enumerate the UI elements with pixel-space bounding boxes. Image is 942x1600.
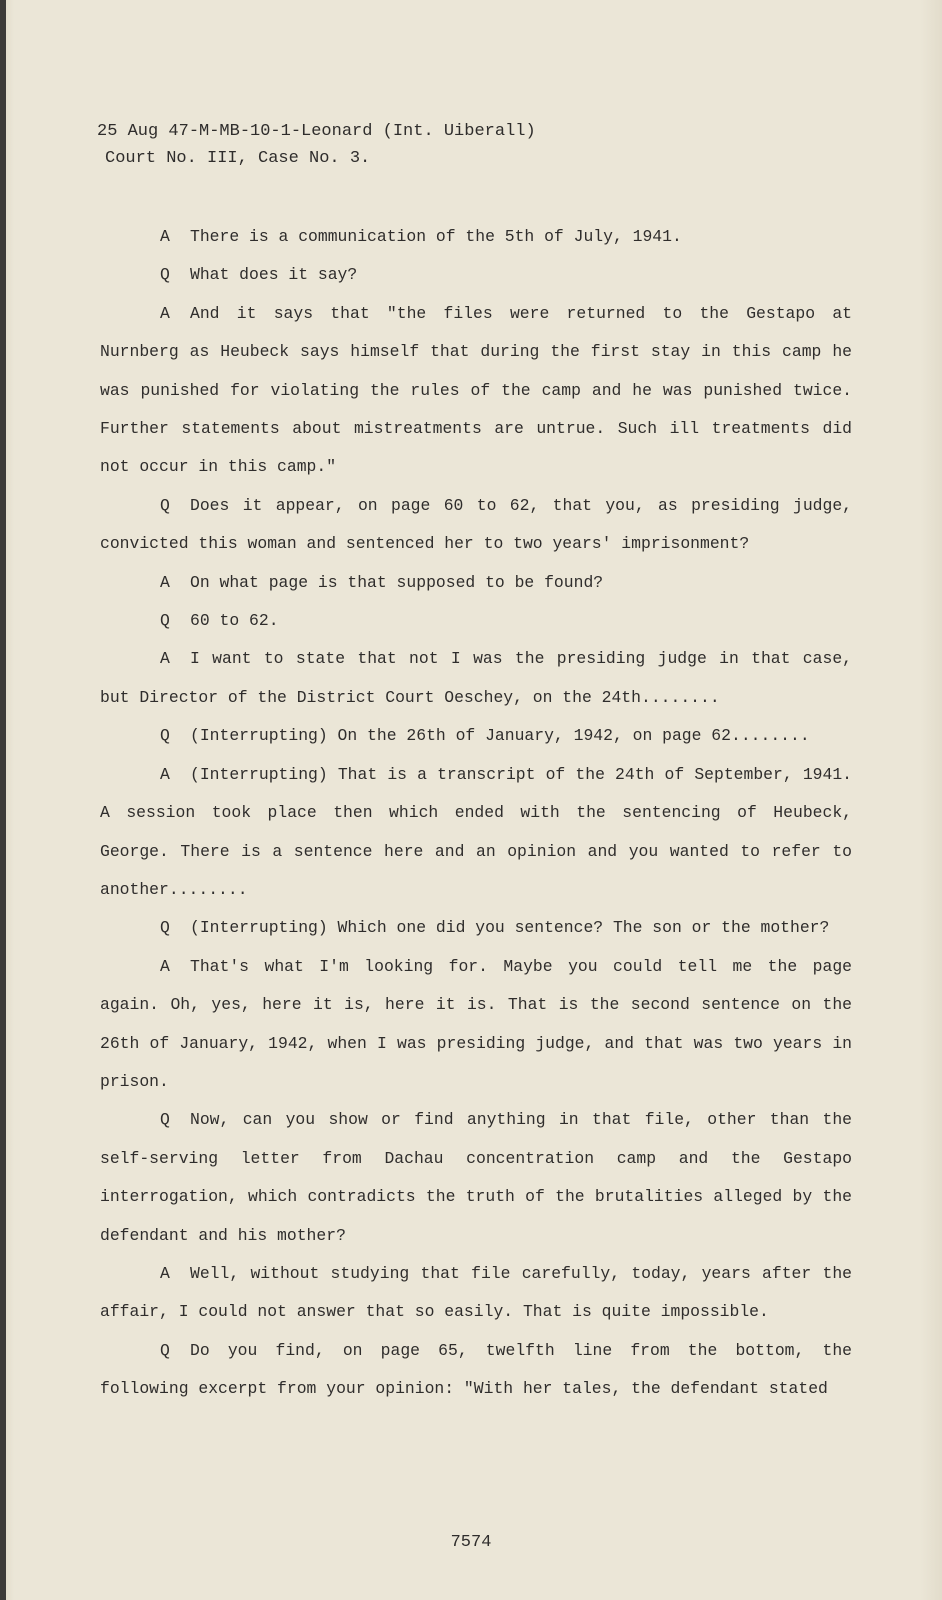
transcript-paragraph <box>100 256 852 294</box>
binding-edge <box>0 0 6 1600</box>
speaker-label: A <box>160 572 170 592</box>
paragraph-text: Well, without studying that file carefully, today, years after the affair, I could not answer that so easily. That is quite impossible. <box>100 1263 852 1322</box>
transcript-paragraph <box>100 487 852 564</box>
paragraph-text: That's what I'm looking for. Maybe you could tell me the page again. Oh, yes, here it is, here it is. That is the second sentence on the 26th of January, 1942, when I was presiding judge, and that was two years in prison. <box>100 956 852 1091</box>
speaker-label: A <box>160 649 170 669</box>
transcript-paragraph <box>100 717 852 755</box>
speaker-label: A <box>160 764 170 784</box>
transcript-paragraph <box>100 640 852 717</box>
speaker-label: Q <box>160 726 170 746</box>
transcript-paragraph <box>100 909 852 947</box>
paragraph-text: 60 to 62. <box>190 611 279 631</box>
paragraph-text: (Interrupting) That is a transcript of the 24th of September, 1941. A session took place then which ended with the sentencing of Heubeck, George. There is a sentence here and an opinion and you wanted to refer to another........ <box>100 764 852 899</box>
transcript-paragraph <box>100 602 852 640</box>
transcript-body <box>100 218 852 1409</box>
speaker-label: A <box>160 303 170 323</box>
speaker-label: Q <box>160 1110 170 1130</box>
speaker-label: A <box>160 227 170 246</box>
speaker-label: Q <box>160 495 170 515</box>
paragraph-text: (Interrupting) Which one did you sentence? The son or the mother? <box>190 918 830 938</box>
transcript-paragraph <box>100 564 852 602</box>
transcript-paragraph <box>100 1255 852 1332</box>
transcript-paragraph <box>100 218 852 256</box>
speaker-label: Q <box>160 1340 170 1360</box>
paragraph-text: Does it appear, on page 60 to 62, that you, as presiding judge, convicted this woman and sentenced her to two years' imprisonment? <box>100 495 852 554</box>
paragraph-text: What does it say? <box>190 265 358 285</box>
speaker-label: Q <box>160 918 170 938</box>
transcript-paragraph <box>100 1101 852 1255</box>
paragraph-text: And it says that "the files were returned to the Gestapo at Nurnberg as Heubeck says himself that during the first stay in this camp he was punished for violating the rules of the camp and he was punished twice. Further statements about mistreatments are untrue. Such ill treatments did not occur in this camp." <box>100 303 852 477</box>
transcript-paragraph <box>100 756 852 910</box>
transcript-paragraph <box>100 295 852 487</box>
paragraph-text: (Interrupting) On the 26th of January, 1942, on page 62........ <box>190 726 810 746</box>
page-number: 7574 <box>450 1533 492 1552</box>
header-line-2: Court No. III, Case No. 3. <box>105 149 371 168</box>
speaker-label: Q <box>160 265 170 285</box>
paragraph-text: I want to state that not I was the presiding judge in that case, but Director of the District Court Oeschey, on the 24th........ <box>100 649 852 707</box>
transcript-paragraph <box>100 948 852 1102</box>
header-line-1: 25 Aug 47-M-MB-10-1-Leonard (Int. Uiberall) <box>97 122 536 141</box>
paragraph-text: Do you find, on page 65, twelfth line from the bottom, the following excerpt from your opinion: "With her tales, the defendant stated <box>100 1340 852 1399</box>
speaker-label: A <box>160 956 170 976</box>
transcript-paragraph <box>100 1332 852 1409</box>
speaker-label: A <box>160 1263 170 1283</box>
paragraph-text: Now, can you show or find anything in that file, other than the self-serving letter from Dachau concentration camp and the Gestapo interrogation, which contradicts the truth of the brutalities alleged by the defendant and his mother? <box>100 1110 852 1245</box>
paragraph-text: There is a communication of the 5th of July, 1941. <box>190 227 682 246</box>
speaker-label: Q <box>160 611 170 631</box>
paragraph-text: On what page is that supposed to be found? <box>190 572 604 592</box>
document-header <box>97 118 536 172</box>
